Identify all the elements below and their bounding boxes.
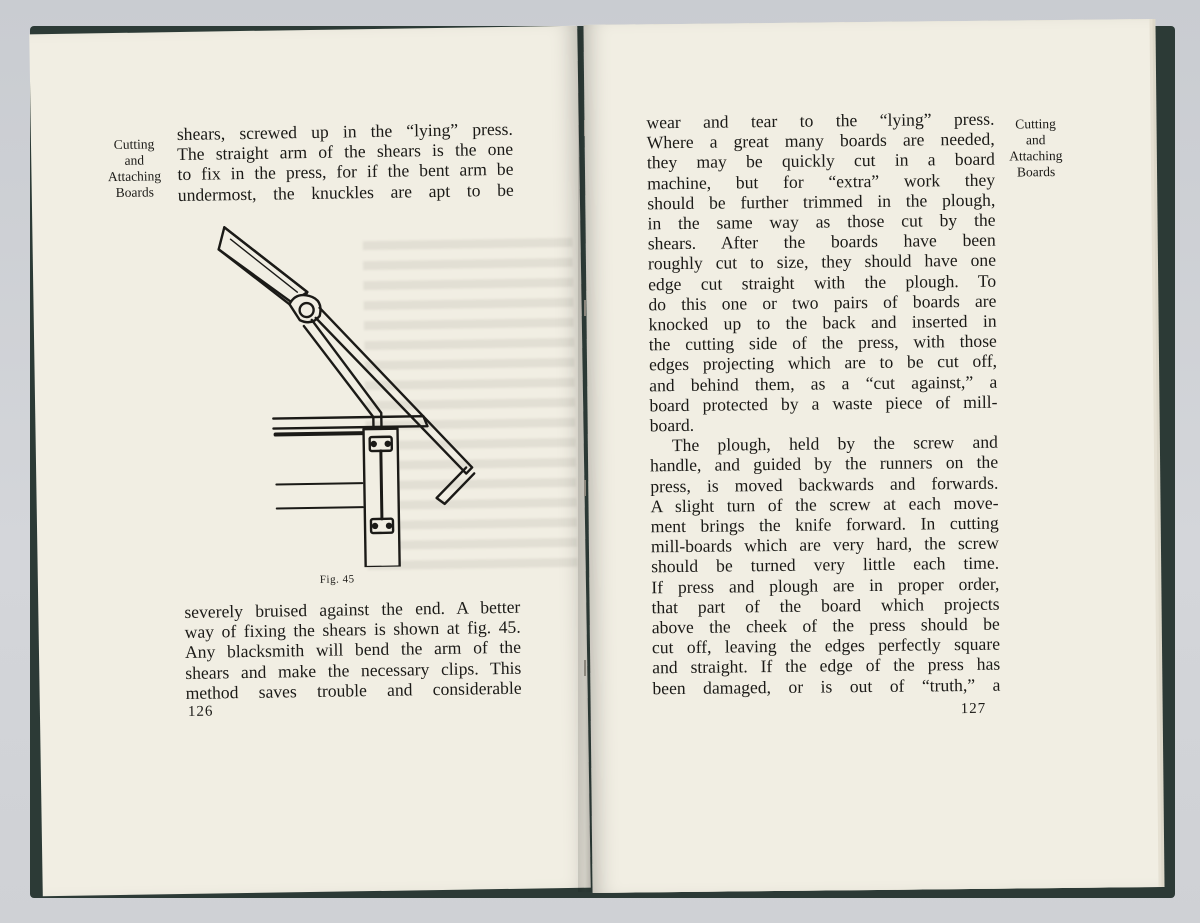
right-paragraph-1: [646, 109, 1000, 699]
figure-caption: Fig. 45: [319, 573, 355, 586]
text-line: been damaged, or is out of “truth,” a: [652, 674, 1001, 698]
text-line: and straight. If the edge of the press has: [652, 654, 1001, 678]
text-line: handle, and guided by the runners on the: [649, 452, 999, 476]
text-line: If press and plough are in proper order,: [651, 573, 1000, 597]
page-number: 126: [187, 703, 214, 720]
right-page: [583, 19, 1158, 893]
text-line: edge cut straight with the plough. To: [648, 270, 997, 294]
text-line: above the cheek of the press should be: [651, 613, 1000, 638]
text-line: they may be quickly cut in a board: [646, 149, 996, 173]
left-page: [29, 26, 590, 897]
text-line: to fix in the press, for if the bent arm be: [177, 159, 514, 185]
binding-stitch: [584, 660, 586, 676]
sidenote-line: Boards: [1016, 164, 1056, 180]
text-line: way of fixing the shears is shown at fig. 45.: [184, 616, 521, 643]
text-line: and behind them, as a “cut against,” a: [649, 371, 998, 395]
shears-illustration: [210, 205, 496, 569]
text-line: undermost, the knuckles are apt to be: [177, 179, 514, 205]
sidenote-line: and: [124, 152, 145, 168]
text-line: shears, screwed up in the “lying” press.: [176, 118, 513, 145]
text-line: board protected by a waste piece of mill-: [649, 391, 998, 416]
right-sidenote: [1004, 116, 1067, 181]
text-line: Where a great many boards are needed,: [646, 128, 995, 153]
text-line: in the same way as those cut by the: [647, 209, 996, 234]
text-line: should be further trimmed in the plough,: [647, 189, 996, 214]
text-line: roughly cut to size, they should have one: [647, 250, 997, 274]
text-line: shears. After the boards have been: [647, 229, 996, 254]
text-line: mill-boards which are very hard, the screw: [650, 532, 1000, 557]
text-line: that part of the board which projects: [651, 593, 1000, 618]
text-line: Any blacksmith will bend the arm of the: [184, 637, 522, 663]
binding-stitch: [584, 480, 586, 496]
text-line: board.: [649, 414, 695, 436]
text-line: press, is moved backwards and forwards.: [650, 472, 999, 496]
text-line: edges projecting which are to be cut off,: [648, 351, 998, 375]
text-line: the cutting side of the press, with those: [648, 330, 997, 355]
text-line: do this one or two pairs of boards are: [648, 290, 997, 315]
left-sidenote: [103, 136, 166, 201]
text-line: ment brings the knife forward. In cutting: [650, 512, 999, 537]
sidenote-line: Boards: [115, 184, 154, 201]
sidenote-line: Attaching: [1009, 147, 1063, 164]
sidenote-line: Cutting: [113, 136, 155, 153]
text-line: knocked up to the back and inserted in: [648, 310, 997, 335]
text-line: severely bruised against the end. A better: [184, 596, 521, 622]
text-line: The plough, held by the screw and: [671, 431, 998, 456]
text-line: A slight turn of the screw at each move-: [650, 492, 999, 517]
sidenote-line: Attaching: [107, 168, 162, 185]
text-line: method saves trouble and considerable: [185, 677, 522, 703]
sidenote-line: Cutting: [1015, 116, 1056, 132]
text-line: cut off, leaving the edges perfectly square: [651, 633, 1001, 658]
left-top-paragraph: [177, 119, 514, 205]
page-number: 127: [960, 700, 987, 718]
text-line: should be turned very little each time.: [651, 553, 1000, 577]
left-bottom-paragraph: [184, 597, 522, 703]
text-line: wear and tear to the “lying” press.: [646, 108, 995, 133]
text-line: machine, but for “extra” work they: [647, 169, 996, 193]
text-line: shears and make the necessary clips. This: [185, 657, 522, 683]
text-line: The straight arm of the shears is the one: [177, 138, 514, 165]
sidenote-line: and: [1025, 132, 1046, 148]
